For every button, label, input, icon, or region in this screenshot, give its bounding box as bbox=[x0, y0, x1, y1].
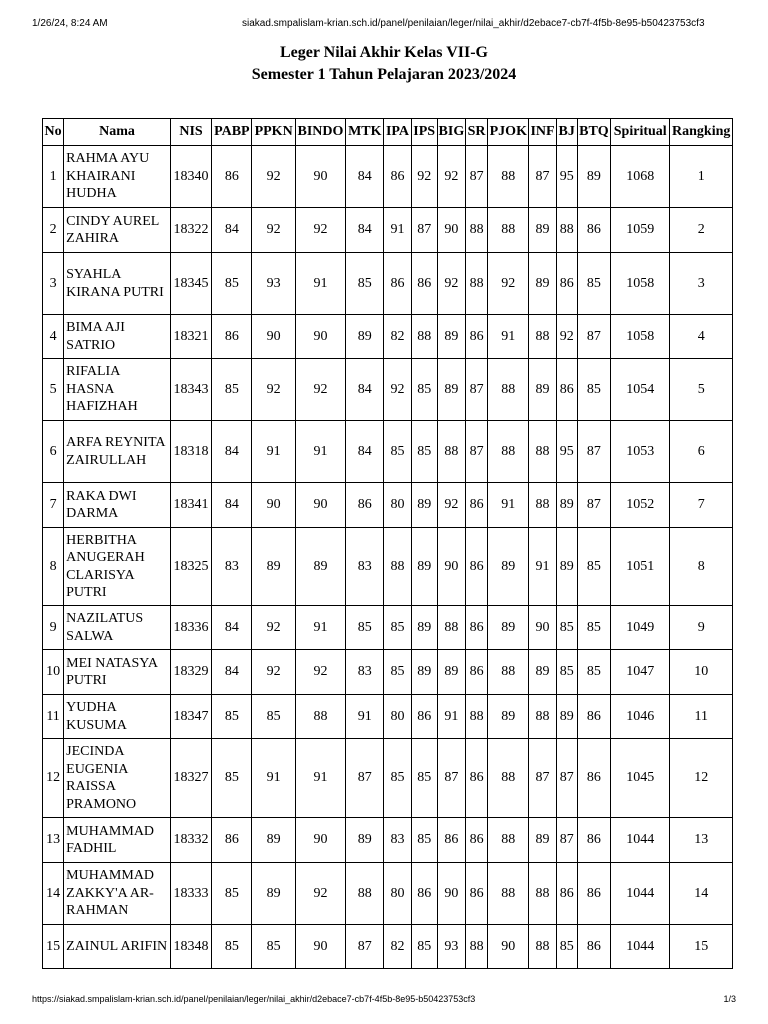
table-cell: 86 bbox=[556, 863, 577, 925]
table-cell: 88 bbox=[466, 925, 488, 969]
column-header: PPKN bbox=[252, 119, 295, 146]
table-cell: 86 bbox=[212, 146, 252, 208]
student-name-cell: HERBITHA ANUGERAH CLARISYA PUTRI bbox=[64, 528, 171, 606]
table-cell: 88 bbox=[437, 421, 465, 483]
table-cell: 1051 bbox=[611, 528, 670, 606]
table-cell: 85 bbox=[577, 528, 610, 606]
table-cell: 89 bbox=[529, 208, 556, 253]
table-cell: 14 bbox=[43, 863, 64, 925]
table-cell: 92 bbox=[488, 253, 529, 315]
table-cell: 18340 bbox=[170, 146, 211, 208]
table-cell: 84 bbox=[346, 146, 384, 208]
table-cell: 11 bbox=[670, 695, 733, 739]
table-cell: 85 bbox=[411, 739, 437, 818]
table-cell: 2 bbox=[670, 208, 733, 253]
table-cell: 84 bbox=[346, 208, 384, 253]
table-cell: 85 bbox=[252, 925, 295, 969]
table-cell: 89 bbox=[411, 528, 437, 606]
table-cell: 4 bbox=[670, 315, 733, 359]
table-row bbox=[43, 421, 733, 483]
table-cell: 90 bbox=[252, 483, 295, 528]
table-cell: 1046 bbox=[611, 695, 670, 739]
table-cell: 88 bbox=[488, 818, 529, 863]
table-cell: 18336 bbox=[170, 606, 211, 650]
table-cell: 92 bbox=[295, 650, 345, 695]
table-cell: 15 bbox=[43, 925, 64, 969]
table-cell: 15 bbox=[670, 925, 733, 969]
table-cell: 18345 bbox=[170, 253, 211, 315]
table-cell: 82 bbox=[384, 315, 411, 359]
table-cell: 91 bbox=[437, 695, 465, 739]
table-cell: 85 bbox=[212, 739, 252, 818]
table-row bbox=[43, 739, 733, 818]
column-header: BIG bbox=[437, 119, 465, 146]
table-cell: 1047 bbox=[611, 650, 670, 695]
table-cell: 90 bbox=[295, 315, 345, 359]
table-row bbox=[43, 253, 733, 315]
table-cell: 5 bbox=[43, 359, 64, 421]
table-cell: 92 bbox=[252, 146, 295, 208]
table-cell: 18327 bbox=[170, 739, 211, 818]
table-cell: 89 bbox=[252, 863, 295, 925]
table-cell: 12 bbox=[670, 739, 733, 818]
table-cell: 88 bbox=[466, 253, 488, 315]
column-header: BINDO bbox=[295, 119, 345, 146]
table-cell: 1054 bbox=[611, 359, 670, 421]
table-cell: 91 bbox=[384, 208, 411, 253]
table-cell: 85 bbox=[556, 925, 577, 969]
table-cell: 89 bbox=[577, 146, 610, 208]
column-header: BTQ bbox=[577, 119, 610, 146]
table-cell: 90 bbox=[295, 483, 345, 528]
table-cell: 90 bbox=[295, 818, 345, 863]
table-cell: 85 bbox=[384, 650, 411, 695]
table-cell: 89 bbox=[529, 359, 556, 421]
student-name-cell: RAKA DWI DARMA bbox=[64, 483, 171, 528]
table-cell: 13 bbox=[670, 818, 733, 863]
table-cell: 85 bbox=[384, 739, 411, 818]
table-cell: 89 bbox=[488, 528, 529, 606]
table-cell: 88 bbox=[488, 421, 529, 483]
table-cell: 88 bbox=[437, 606, 465, 650]
table-cell: 89 bbox=[411, 650, 437, 695]
student-name-cell: YUDHA KUSUMA bbox=[64, 695, 171, 739]
table-cell: 88 bbox=[556, 208, 577, 253]
table-cell: 92 bbox=[437, 146, 465, 208]
table-cell: 91 bbox=[488, 315, 529, 359]
table-cell: 91 bbox=[488, 483, 529, 528]
table-row bbox=[43, 925, 733, 969]
table-cell: 88 bbox=[488, 650, 529, 695]
table-cell: 84 bbox=[212, 421, 252, 483]
table-cell: 89 bbox=[437, 359, 465, 421]
table-cell: 85 bbox=[577, 650, 610, 695]
table-row bbox=[43, 650, 733, 695]
table-cell: 86 bbox=[346, 483, 384, 528]
table-cell: 1053 bbox=[611, 421, 670, 483]
table-cell: 92 bbox=[437, 483, 465, 528]
table-cell: 1058 bbox=[611, 315, 670, 359]
table-cell: 89 bbox=[411, 606, 437, 650]
table-cell: 89 bbox=[295, 528, 345, 606]
table-cell: 87 bbox=[529, 146, 556, 208]
table-cell: 89 bbox=[488, 695, 529, 739]
table-cell: 3 bbox=[43, 253, 64, 315]
table-cell: 86 bbox=[577, 863, 610, 925]
table-cell: 88 bbox=[488, 739, 529, 818]
table-cell: 89 bbox=[346, 818, 384, 863]
table-cell: 87 bbox=[556, 739, 577, 818]
table-cell: 91 bbox=[295, 606, 345, 650]
print-header bbox=[32, 18, 736, 32]
table-cell: 14 bbox=[670, 863, 733, 925]
table-cell: 93 bbox=[437, 925, 465, 969]
table-cell: 87 bbox=[437, 739, 465, 818]
student-name-cell: NAZILATUS SALWA bbox=[64, 606, 171, 650]
table-cell: 86 bbox=[212, 818, 252, 863]
table-cell: 86 bbox=[577, 739, 610, 818]
table-cell: 90 bbox=[437, 528, 465, 606]
table-cell: 87 bbox=[466, 421, 488, 483]
table-cell: 89 bbox=[529, 818, 556, 863]
table-cell: 1052 bbox=[611, 483, 670, 528]
student-name-cell: ARFA REYNITA ZAIRULLAH bbox=[64, 421, 171, 483]
table-cell: 2 bbox=[43, 208, 64, 253]
table-cell: 18318 bbox=[170, 421, 211, 483]
table-cell: 84 bbox=[346, 421, 384, 483]
table-cell: 85 bbox=[212, 359, 252, 421]
table-cell: 89 bbox=[556, 695, 577, 739]
table-cell: 92 bbox=[252, 606, 295, 650]
table-cell: 1044 bbox=[611, 925, 670, 969]
table-cell: 86 bbox=[556, 253, 577, 315]
table-cell: 91 bbox=[295, 739, 345, 818]
table-cell: 85 bbox=[212, 863, 252, 925]
print-footer bbox=[32, 994, 736, 1008]
table-cell: 92 bbox=[384, 359, 411, 421]
table-cell: 7 bbox=[43, 483, 64, 528]
column-header: Spiritual bbox=[611, 119, 670, 146]
table-cell: 86 bbox=[466, 650, 488, 695]
table-cell: 87 bbox=[577, 483, 610, 528]
table-cell: 85 bbox=[556, 606, 577, 650]
student-name-cell: ZAINUL ARIFIN bbox=[64, 925, 171, 969]
student-name-cell: RAHMA AYU KHAIRANI HUDHA bbox=[64, 146, 171, 208]
page-number: 1/3 bbox=[723, 994, 736, 1004]
table-cell: 87 bbox=[466, 146, 488, 208]
table-cell: 18329 bbox=[170, 650, 211, 695]
column-header: BJ bbox=[556, 119, 577, 146]
table-cell: 9 bbox=[43, 606, 64, 650]
table-row bbox=[43, 818, 733, 863]
table-cell: 6 bbox=[43, 421, 64, 483]
table-cell: 86 bbox=[212, 315, 252, 359]
table-cell: 18343 bbox=[170, 359, 211, 421]
document-title bbox=[0, 42, 768, 86]
title-line-1: Leger Nilai Akhir Kelas VII-G bbox=[279, 44, 488, 61]
table-cell: 18332 bbox=[170, 818, 211, 863]
table-cell: 89 bbox=[488, 606, 529, 650]
student-name-cell: RIFALIA HASNA HAFIZHAH bbox=[64, 359, 171, 421]
student-name-cell: JECINDA EUGENIA RAISSA PRAMONO bbox=[64, 739, 171, 818]
table-cell: 86 bbox=[384, 146, 411, 208]
table-cell: 80 bbox=[384, 863, 411, 925]
table-cell: 91 bbox=[252, 739, 295, 818]
student-name-cell: CINDY AUREL ZAHIRA bbox=[64, 208, 171, 253]
table-cell: 18341 bbox=[170, 483, 211, 528]
table-cell: 6 bbox=[670, 421, 733, 483]
table-cell: 84 bbox=[212, 650, 252, 695]
table-cell: 1044 bbox=[611, 818, 670, 863]
table-cell: 86 bbox=[411, 695, 437, 739]
column-header: Nama bbox=[64, 119, 171, 146]
column-header: NIS bbox=[170, 119, 211, 146]
table-cell: 83 bbox=[346, 650, 384, 695]
table-cell: 89 bbox=[411, 483, 437, 528]
table-cell: 85 bbox=[212, 253, 252, 315]
table-cell: 80 bbox=[384, 695, 411, 739]
table-cell: 85 bbox=[577, 606, 610, 650]
table-cell: 85 bbox=[577, 253, 610, 315]
table-cell: 1059 bbox=[611, 208, 670, 253]
table-cell: 95 bbox=[556, 421, 577, 483]
table-cell: 84 bbox=[346, 359, 384, 421]
table-cell: 18321 bbox=[170, 315, 211, 359]
table-cell: 91 bbox=[346, 695, 384, 739]
table-cell: 91 bbox=[252, 421, 295, 483]
table-cell: 86 bbox=[466, 739, 488, 818]
table-cell: 89 bbox=[529, 650, 556, 695]
table-row bbox=[43, 695, 733, 739]
footer-url: https://siakad.smpalislam-krian.sch.id/panel/penilaian/leger/nilai_akhir/d2ebace7-cb7f-4f5b-8e95-b50423753cf3 bbox=[32, 994, 476, 1004]
table-cell: 89 bbox=[556, 483, 577, 528]
table-row bbox=[43, 208, 733, 253]
table-cell: 1044 bbox=[611, 863, 670, 925]
table-cell: 92 bbox=[252, 208, 295, 253]
table-cell: 88 bbox=[466, 695, 488, 739]
table-cell: 1068 bbox=[611, 146, 670, 208]
table-cell: 1049 bbox=[611, 606, 670, 650]
table-cell: 92 bbox=[556, 315, 577, 359]
table-cell: 11 bbox=[43, 695, 64, 739]
table-cell: 8 bbox=[43, 528, 64, 606]
table-cell: 9 bbox=[670, 606, 733, 650]
table-cell: 88 bbox=[529, 315, 556, 359]
table-cell: 92 bbox=[252, 650, 295, 695]
table-cell: 87 bbox=[577, 421, 610, 483]
table-cell: 13 bbox=[43, 818, 64, 863]
table-cell: 84 bbox=[212, 606, 252, 650]
table-cell: 89 bbox=[437, 315, 465, 359]
student-name-cell: MEI NATASYA PUTRI bbox=[64, 650, 171, 695]
table-cell: 88 bbox=[488, 863, 529, 925]
student-name-cell: SYAHLA KIRANA PUTRI bbox=[64, 253, 171, 315]
table-cell: 82 bbox=[384, 925, 411, 969]
table-cell: 93 bbox=[252, 253, 295, 315]
table-cell: 12 bbox=[43, 739, 64, 818]
table-cell: 85 bbox=[384, 421, 411, 483]
table-cell: 18325 bbox=[170, 528, 211, 606]
column-header: Rangking bbox=[670, 119, 733, 146]
table-cell: 85 bbox=[577, 359, 610, 421]
table-cell: 4 bbox=[43, 315, 64, 359]
table-cell: 87 bbox=[577, 315, 610, 359]
header-row bbox=[43, 119, 733, 146]
table-cell: 88 bbox=[488, 208, 529, 253]
table-cell: 89 bbox=[529, 253, 556, 315]
column-header: INF bbox=[529, 119, 556, 146]
table-row bbox=[43, 146, 733, 208]
table-cell: 90 bbox=[437, 863, 465, 925]
table-cell: 86 bbox=[466, 863, 488, 925]
table-cell: 83 bbox=[384, 818, 411, 863]
table-body bbox=[43, 146, 733, 969]
table-cell: 86 bbox=[466, 606, 488, 650]
table-cell: 3 bbox=[670, 253, 733, 315]
table-cell: 1 bbox=[670, 146, 733, 208]
table-cell: 86 bbox=[466, 315, 488, 359]
table-cell: 87 bbox=[466, 359, 488, 421]
table-cell: 86 bbox=[466, 818, 488, 863]
table-row bbox=[43, 483, 733, 528]
table-cell: 87 bbox=[346, 739, 384, 818]
table-cell: 88 bbox=[529, 863, 556, 925]
table-cell: 88 bbox=[466, 208, 488, 253]
table-cell: 86 bbox=[577, 695, 610, 739]
table-cell: 88 bbox=[346, 863, 384, 925]
student-name-cell: MUHAMMAD ZAKKY'A AR-RAHMAN bbox=[64, 863, 171, 925]
table-cell: 1045 bbox=[611, 739, 670, 818]
table-cell: 86 bbox=[411, 253, 437, 315]
table-cell: 90 bbox=[529, 606, 556, 650]
table-cell: 1 bbox=[43, 146, 64, 208]
table-cell: 84 bbox=[212, 483, 252, 528]
column-header: IPS bbox=[411, 119, 437, 146]
table-cell: 85 bbox=[384, 606, 411, 650]
column-header: PJOK bbox=[488, 119, 529, 146]
table-row bbox=[43, 359, 733, 421]
table-cell: 86 bbox=[466, 483, 488, 528]
table-cell: 92 bbox=[411, 146, 437, 208]
table-cell: 86 bbox=[577, 208, 610, 253]
table-cell: 90 bbox=[437, 208, 465, 253]
column-header: PABP bbox=[212, 119, 252, 146]
table-cell: 87 bbox=[411, 208, 437, 253]
print-url: siakad.smpalislam-krian.sch.id/panel/penilaian/leger/nilai_akhir/d2ebace7-cb7f-4f5b-8e95-b50423753cf3 bbox=[242, 18, 705, 29]
table-cell: 88 bbox=[488, 146, 529, 208]
table-cell: 10 bbox=[43, 650, 64, 695]
table-cell: 18333 bbox=[170, 863, 211, 925]
table-cell: 92 bbox=[295, 359, 345, 421]
table-cell: 90 bbox=[488, 925, 529, 969]
table-cell: 85 bbox=[411, 421, 437, 483]
table-cell: 88 bbox=[529, 925, 556, 969]
table-cell: 85 bbox=[346, 253, 384, 315]
table-cell: 92 bbox=[252, 359, 295, 421]
table-cell: 88 bbox=[529, 483, 556, 528]
table-cell: 91 bbox=[295, 253, 345, 315]
table-cell: 89 bbox=[252, 818, 295, 863]
table-cell: 85 bbox=[212, 925, 252, 969]
student-name-cell: MUHAMMAD FADHIL bbox=[64, 818, 171, 863]
table-cell: 88 bbox=[295, 695, 345, 739]
table-cell: 5 bbox=[670, 359, 733, 421]
table-cell: 92 bbox=[295, 863, 345, 925]
table-cell: 89 bbox=[346, 315, 384, 359]
table-cell: 88 bbox=[488, 359, 529, 421]
table-cell: 86 bbox=[466, 528, 488, 606]
table-cell: 87 bbox=[556, 818, 577, 863]
table-cell: 88 bbox=[411, 315, 437, 359]
print-date: 1/26/24, 8:24 AM bbox=[32, 18, 108, 29]
table-cell: 87 bbox=[529, 739, 556, 818]
table-cell: 85 bbox=[346, 606, 384, 650]
table-row bbox=[43, 528, 733, 606]
table-cell: 87 bbox=[346, 925, 384, 969]
table-cell: 88 bbox=[529, 695, 556, 739]
table-cell: 8 bbox=[670, 528, 733, 606]
table-cell: 89 bbox=[252, 528, 295, 606]
table-cell: 89 bbox=[556, 528, 577, 606]
table-cell: 85 bbox=[212, 695, 252, 739]
table-cell: 80 bbox=[384, 483, 411, 528]
table-cell: 18348 bbox=[170, 925, 211, 969]
table-cell: 89 bbox=[437, 650, 465, 695]
table-cell: 86 bbox=[411, 863, 437, 925]
table-cell: 90 bbox=[295, 146, 345, 208]
table-cell: 88 bbox=[384, 528, 411, 606]
table-cell: 86 bbox=[577, 925, 610, 969]
table-row bbox=[43, 863, 733, 925]
table-row bbox=[43, 315, 733, 359]
table-cell: 85 bbox=[556, 650, 577, 695]
table-cell: 18322 bbox=[170, 208, 211, 253]
table-cell: 88 bbox=[529, 421, 556, 483]
column-header: IPA bbox=[384, 119, 411, 146]
table-cell: 84 bbox=[212, 208, 252, 253]
table-cell: 83 bbox=[346, 528, 384, 606]
table-cell: 86 bbox=[577, 818, 610, 863]
table-cell: 85 bbox=[411, 925, 437, 969]
table-cell: 92 bbox=[295, 208, 345, 253]
table-cell: 10 bbox=[670, 650, 733, 695]
table-cell: 91 bbox=[529, 528, 556, 606]
table-cell: 85 bbox=[252, 695, 295, 739]
student-name-cell: BIMA AJI SATRIO bbox=[64, 315, 171, 359]
table-cell: 92 bbox=[437, 253, 465, 315]
table-row bbox=[43, 606, 733, 650]
table-cell: 86 bbox=[437, 818, 465, 863]
table-cell: 1058 bbox=[611, 253, 670, 315]
title-line-2: Semester 1 Tahun Pelajaran 2023/2024 bbox=[251, 66, 517, 83]
column-header: No bbox=[43, 119, 64, 146]
table-cell: 83 bbox=[212, 528, 252, 606]
table-cell: 18347 bbox=[170, 695, 211, 739]
table-cell: 86 bbox=[384, 253, 411, 315]
column-header: MTK bbox=[346, 119, 384, 146]
leger-table bbox=[42, 118, 733, 969]
column-header: SR bbox=[466, 119, 488, 146]
table-cell: 85 bbox=[411, 359, 437, 421]
table-cell: 95 bbox=[556, 146, 577, 208]
table-cell: 7 bbox=[670, 483, 733, 528]
table-cell: 90 bbox=[295, 925, 345, 969]
table-cell: 91 bbox=[295, 421, 345, 483]
table-cell: 86 bbox=[556, 359, 577, 421]
table-cell: 90 bbox=[252, 315, 295, 359]
table-cell: 85 bbox=[411, 818, 437, 863]
